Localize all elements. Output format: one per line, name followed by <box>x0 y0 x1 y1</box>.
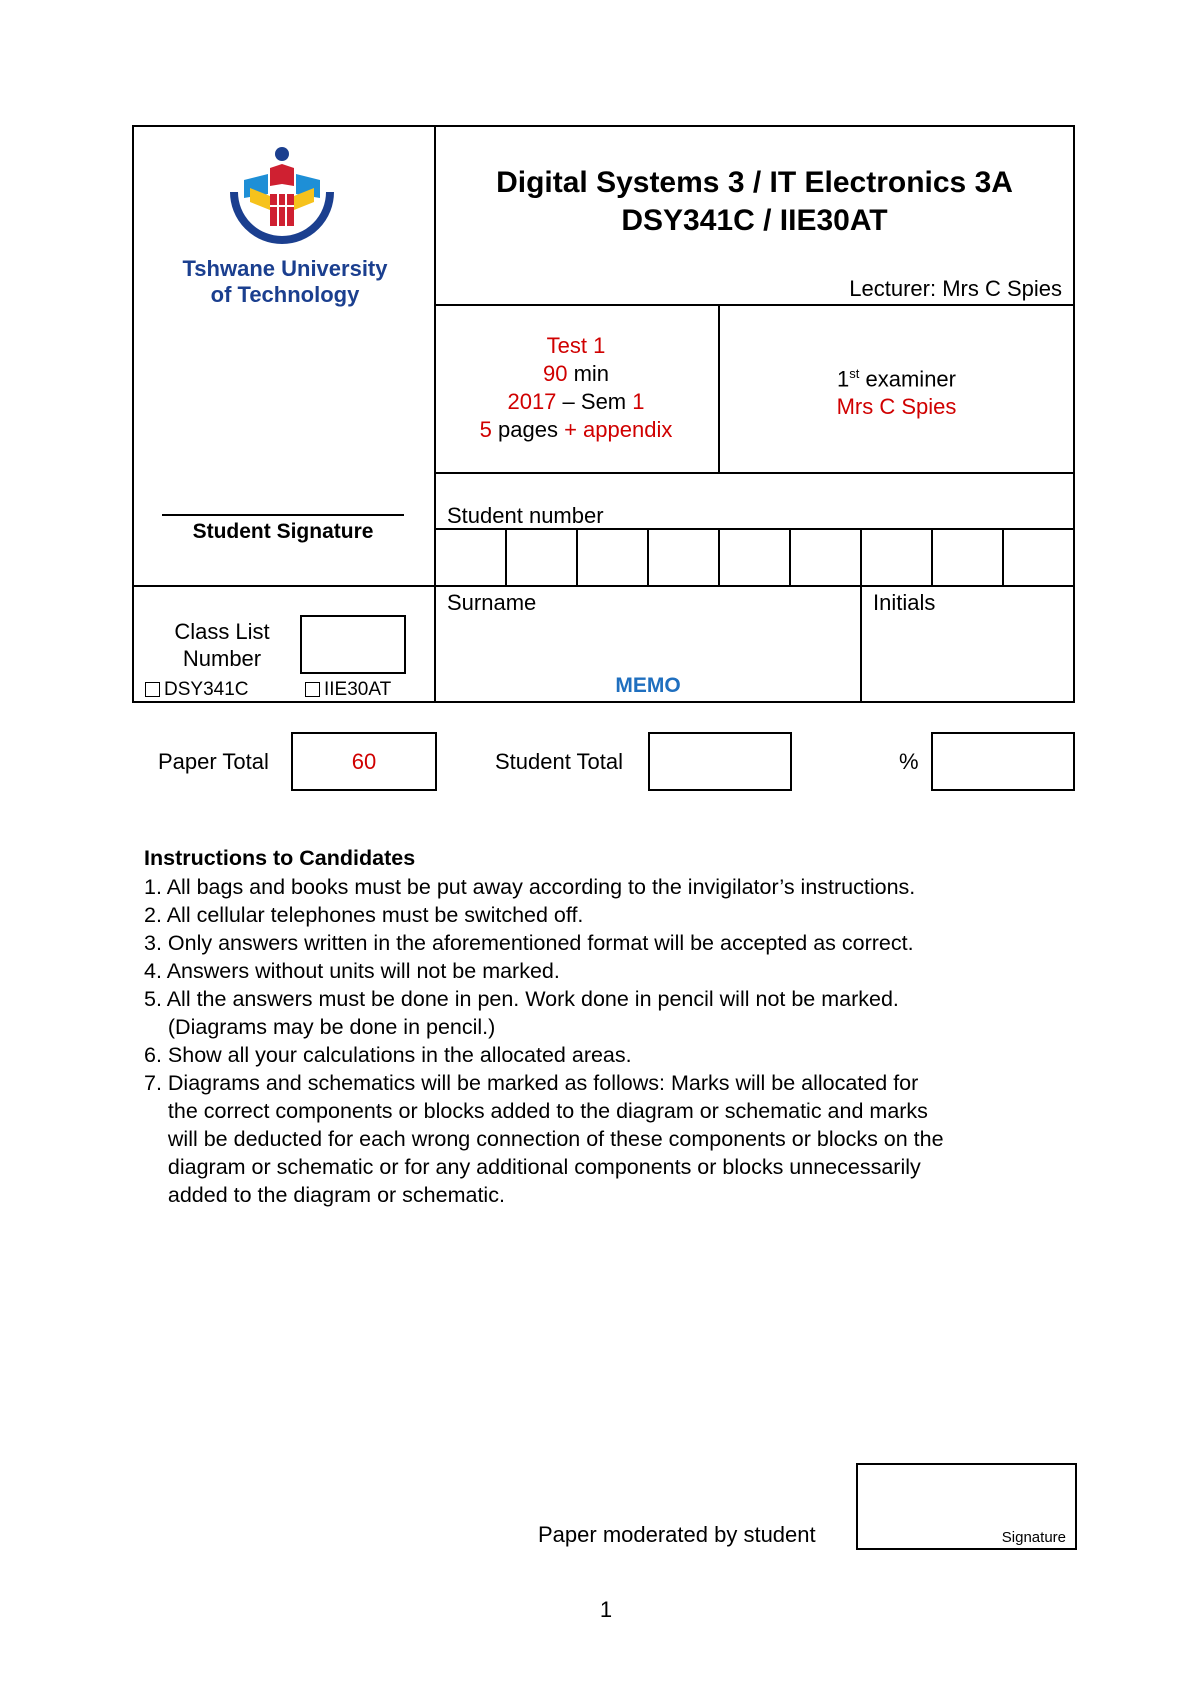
checkbox-icon[interactable] <box>305 682 320 697</box>
instruction-line: the correct components or blocks added to the diagram or schematic and marks <box>144 1099 928 1123</box>
lecturer: Lecturer: Mrs C Spies <box>849 276 1062 301</box>
university-name-line2: of Technology <box>210 282 360 307</box>
university-name <box>150 256 420 308</box>
logo-book <box>270 194 294 226</box>
table-divider <box>434 472 1075 474</box>
student-signature-label: Student Signature <box>192 520 374 543</box>
student-number-input[interactable] <box>436 530 1073 585</box>
initials-input[interactable] <box>862 610 1073 701</box>
university-logo <box>224 144 340 254</box>
duration-value: 90 <box>542 361 568 386</box>
appendix: + appendix <box>564 417 673 442</box>
dash: – <box>556 389 581 414</box>
moderation-signature-label: Signature <box>1001 1529 1066 1546</box>
instruction-line: added to the diagram or schematic. <box>144 1183 505 1207</box>
examiner-ordinal: 1 <box>837 366 850 392</box>
instruction-line: 7. Diagrams and schematics will be marked as follows: Marks will be allocated for <box>144 1071 919 1095</box>
test-info <box>434 332 718 444</box>
logo-dot <box>275 147 289 161</box>
initials-label: Initials <box>873 590 936 615</box>
examiner-info <box>718 360 1075 421</box>
instruction-line: 4. Answers without units will not be marked. <box>144 959 560 983</box>
instruction-line: (Diagrams may be done in pencil.) <box>144 1015 496 1039</box>
instructions-list <box>144 873 944 1209</box>
moderation-label: Paper moderated by student <box>538 1522 816 1547</box>
course-code: DSY341C / IIE30AT <box>621 204 888 237</box>
pages-value: 5 <box>479 417 492 442</box>
instruction-line: 2. All cellular telephones must be switched off. <box>144 903 584 927</box>
instruction-line: 5. All the answers must be done in pen. Work done in pencil will not be marked. <box>144 987 899 1011</box>
examiner-ordinal-suffix: st <box>849 366 860 381</box>
sem-label: Sem <box>580 389 627 414</box>
course-title: Digital Systems 3 / IT Electronics 3A <box>496 166 1013 199</box>
university-name-line1: Tshwane University <box>182 256 388 281</box>
instruction-line: will be deducted for each wrong connection of these components or blocks on the <box>144 1127 944 1151</box>
instruction-line: 1. All bags and books must be put away according to the invigilator’s instructions. <box>144 875 916 899</box>
signature-line <box>162 514 404 516</box>
page-number: 1 <box>599 1597 613 1622</box>
logo-center-top <box>270 164 294 186</box>
duration-unit: min <box>567 361 610 386</box>
pages-label: pages <box>491 417 565 442</box>
percent-box[interactable] <box>931 732 1075 791</box>
class-option-dsy341c[interactable]: DSY341C <box>145 679 249 701</box>
instructions-heading: Instructions to Candidates <box>144 846 416 870</box>
instruction-line: 3. Only answers written in the aforementioned format will be accepted as correct. <box>144 931 914 955</box>
student-total-box[interactable] <box>648 732 792 791</box>
memo-label: MEMO <box>615 674 681 697</box>
class-list-label: Class List Number <box>174 619 270 671</box>
instruction-line: diagram or schematic or for any additional components or blocks unnecessarily <box>144 1155 921 1179</box>
class-option-iie30at[interactable]: IIE30AT <box>305 679 391 701</box>
instruction-line: 6. Show all your calculations in the allocated areas. <box>144 1043 632 1067</box>
examiner-name: Mrs C Spies <box>836 394 957 420</box>
table-divider <box>434 304 1075 306</box>
test-number: Test 1 <box>546 333 606 358</box>
checkbox-icon[interactable] <box>145 682 160 697</box>
paper-total-label: Paper Total <box>158 749 269 774</box>
sem-value: 1 <box>632 389 645 414</box>
student-number-label: Student number <box>447 503 604 528</box>
class-list-number-box[interactable] <box>300 615 406 674</box>
percent-label: % <box>899 749 919 774</box>
year: 2017 <box>507 389 557 414</box>
paper-total-value: 60 <box>351 749 377 774</box>
student-total-label: Student Total <box>495 749 624 774</box>
examiner-label: examiner <box>859 366 956 392</box>
surname-label: Surname <box>447 590 537 615</box>
